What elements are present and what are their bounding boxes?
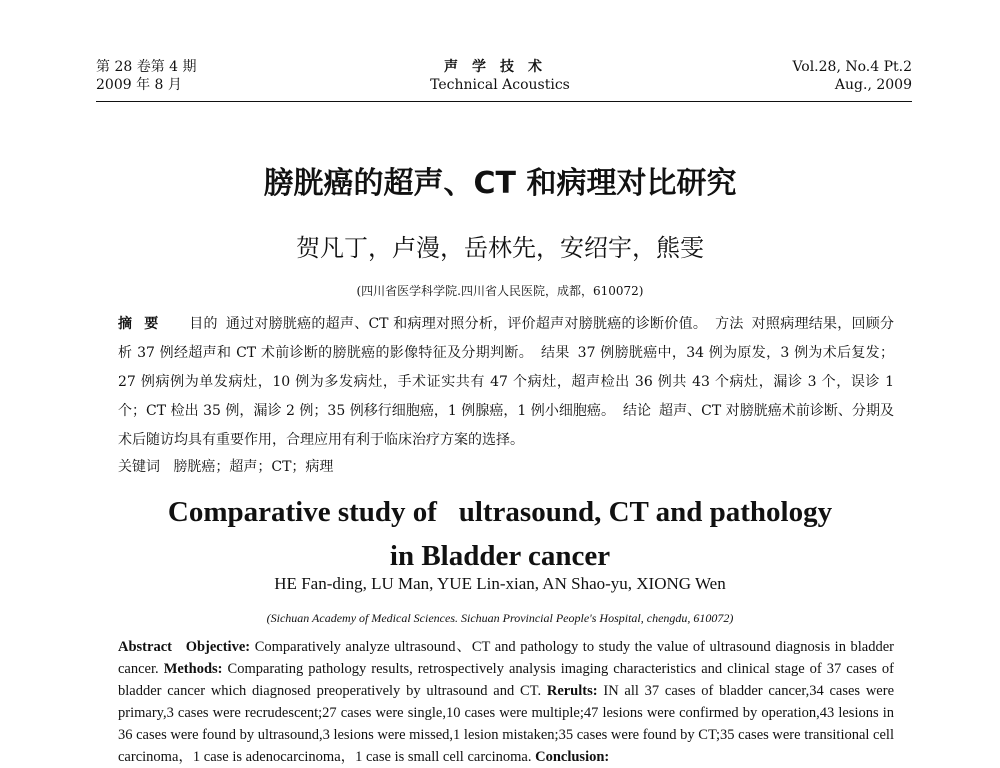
keywords-cn-text: 膀胱癌；超声；CT；病理 [173, 459, 334, 475]
abstract-en-label: Abstract [118, 639, 172, 655]
abstract-cn-label: 摘要 [118, 316, 171, 332]
objective-en-label: Objective: [185, 639, 251, 655]
methods-en-label: Methods: [163, 661, 223, 677]
methods-en: Comparating pathology results, retrospectively analysis imaging characteristics and clinical stage of 37 cases of bladder cancer which diagnosed preoperatively by ultrasound and CT. [118, 661, 895, 699]
paper-title-en-line2: in Bladder cancer [389, 540, 611, 572]
journal-name-cn: 声学技术 [444, 59, 556, 75]
conclusion-en-label: Conclusion: [535, 749, 610, 765]
journal-name-en: Technical Acoustics [430, 77, 570, 93]
volume-issue-en: Vol.28, No.4 Pt.2 [792, 59, 912, 75]
results-cn-label: 结果 [541, 345, 570, 361]
keywords-cn-label: 关键词 [118, 459, 160, 475]
paper-title-en [0, 490, 1000, 578]
affiliation-en: (Sichuan Academy of Medical Sciences. Sichuan Provincial People's Hospital, chengdu, 610072) [266, 611, 734, 625]
conclusion-cn-label: 结论 [622, 403, 652, 419]
affiliation-cn: (四川省医学科学院.四川省人民医院，成都，610072) [356, 284, 644, 298]
conclusion-cn: 超声、CT 对膀胱癌术前诊断、分期及术后随访均具有重要作用，合理应用有利于临床治疗方案的选择。 [118, 403, 894, 448]
objective-cn-label: 目的 [189, 316, 218, 332]
objective-cn: 通过对膀胱癌的超声、CT 和病理对照分析，评价超声对膀胱癌的诊断价值。 [225, 316, 708, 332]
results-en: IN all 37 cases of bladder cancer,34 cases were primary,3 cases were recrudescent;27 cases were single,10 cases were multiple;47 lesions were confirmed by operation,43 lesions in 36 cases were found by ultrasound,3 lesions were missed,1 lesion mistaken;35 cases were found by CT;35 cases were transitional cell carcinoma，1 case is adenocarcinoma，1 case is small cell carcinoma. [118, 683, 895, 765]
journal-issue-en [792, 58, 912, 94]
abstract-cn [118, 310, 894, 455]
authors-cn: 贺凡丁，卢漫，岳林先，安绍宇，熊雯 [296, 234, 704, 262]
methods-cn: 对照病理结果，回顾分析 37 例经超声和 CT 术前诊断的膀胱癌的影像特征及分期判断。 [118, 316, 895, 361]
methods-cn-label: 方法 [715, 316, 744, 332]
abstract-en [118, 636, 894, 768]
results-en-label: Rerults: [546, 683, 598, 699]
paper-title-cn: 膀胱癌的超声、CT 和病理对比研究 [263, 166, 737, 201]
date-cn: 2009 年 8 月 [96, 77, 182, 93]
authors-en: HE Fan-ding, LU Man, YUE Lin-xian, AN Shao-yu, XIONG Wen [274, 574, 726, 593]
objective-en: Comparatively analyze ultrasound、CT and pathology to study the value of ultrasound diagnosis in bladder cancer. [118, 639, 895, 677]
header-rule [96, 101, 912, 102]
results-cn: 37 例膀胱癌中，34 例为原发，3 例为术后复发；27 例病例为单发病灶，10 例为多发病灶，手术证实共有 47 个病灶，超声检出 36 例共 43 个病灶，漏诊 3 个，误诊 1 个；CT 检出 35 例，漏诊 2 例；35 例移行细胞癌，1 例腺癌，1 例小细胞癌。 [118, 345, 895, 419]
volume-issue-cn: 第 28 卷第 4 期 [96, 59, 197, 75]
paper-title-en-line1: Comparative study of ultrasound, CT and pathology [167, 496, 833, 528]
keywords-cn [118, 456, 333, 476]
date-en: Aug., 2009 [834, 77, 912, 93]
